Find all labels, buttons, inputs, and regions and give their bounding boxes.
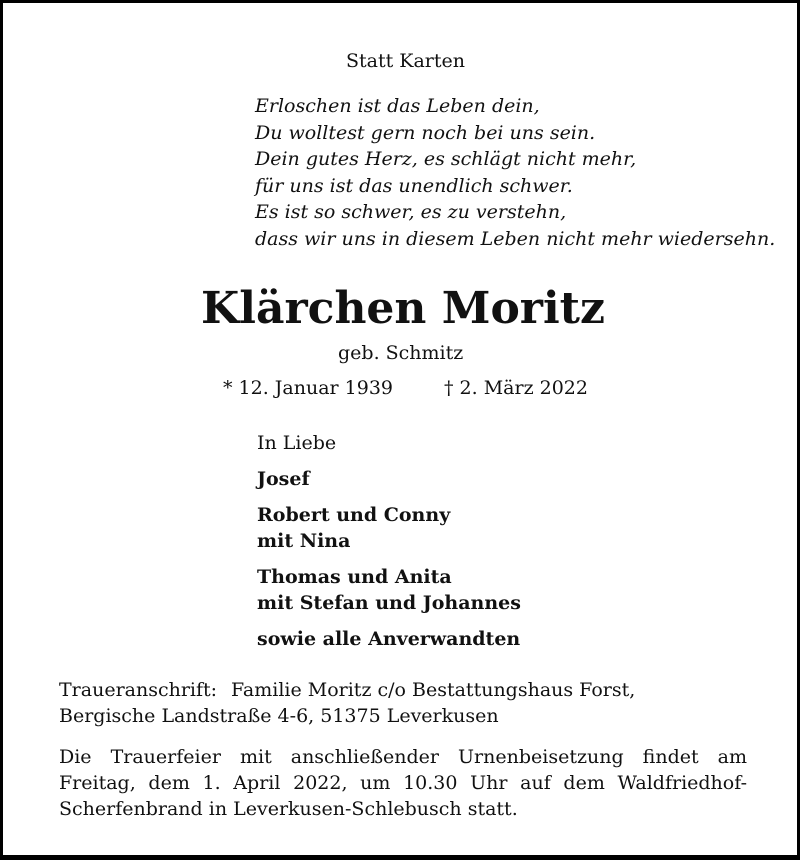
mourner-group [257,502,521,554]
death-date: † 2. März 2022 [444,377,588,399]
mourner-group [257,466,521,492]
mourning-address [59,677,635,729]
notice-heading: Statt Karten [346,50,466,72]
mourners-intro: In Liebe [257,432,337,454]
poem-line: dass wir uns in diesem Leben nicht mehr wiedersehn. [255,227,776,250]
mourner-line: Robert und Conny [257,504,451,526]
deceased-name: Klärchen Moritz [201,283,605,334]
birth-name: geb. Schmitz [338,342,464,364]
poem-line: Dein gutes Herz, es schlägt nicht mehr, [255,148,637,171]
mourner-group [257,564,521,616]
poem-line: Es ist so schwer, es zu verstehn, [255,201,567,224]
birth-date: * 12. Januar 1939 [223,377,394,399]
funeral-service-info: Die Trauerfeier mit anschließender Urnenbeisetzung findet am Freitag, dem 1. April 2022, um 10.30 Uhr auf dem Waldfriedhof-Scherfenbrand in Leverkusen-Schlebusch statt. [59,746,747,820]
mourner-group [257,626,521,652]
address-line-2: Bergische Landstraße 4-6, 51375 Leverkusen [59,705,499,727]
mourner-line: Josef [257,468,310,490]
poem-line: Du wolltest gern noch bei uns sein. [255,121,596,144]
poem [255,93,775,253]
poem-line: für uns ist das unendlich schwer. [255,174,573,197]
mourner-line: sowie alle Anverwandten [257,628,521,650]
mourner-line: Thomas und Anita [257,566,452,588]
poem-line: Erloschen ist das Leben dein, [255,95,540,117]
mourner-line: mit Stefan und Johannes [257,592,521,614]
mourner-line: mit Nina [257,530,351,552]
mourners-list [257,430,521,662]
address-line-1: Familie Moritz c/o Bestattungshaus Forst, [231,679,636,701]
address-label: Traueranschrift: [59,679,218,701]
